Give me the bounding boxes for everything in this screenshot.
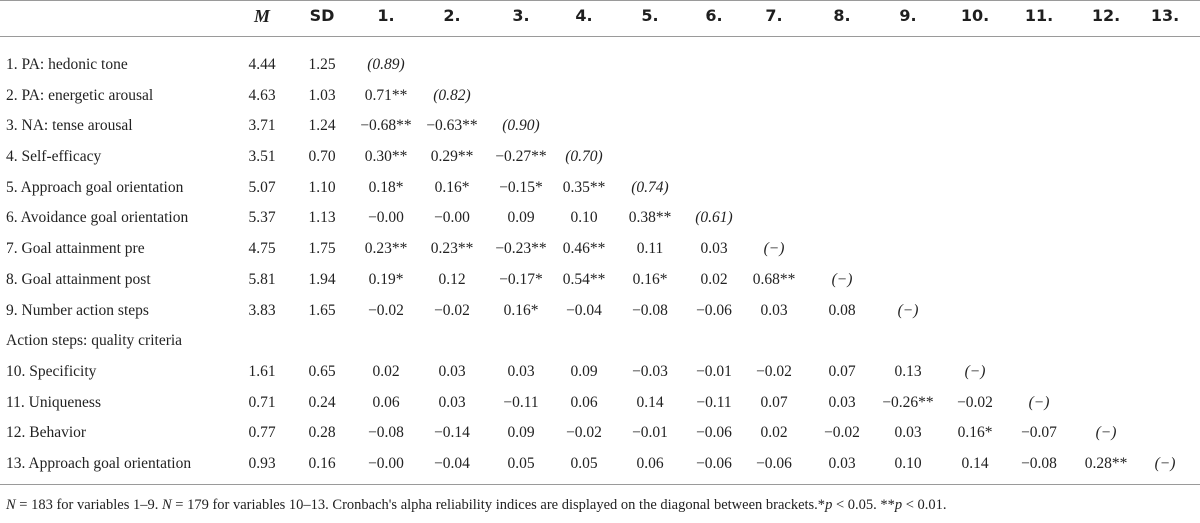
table-cell: −0.04 (434, 454, 470, 472)
table-cell: 0.16* (957, 424, 993, 442)
table-cell: 0.16* (434, 178, 470, 196)
row-label: 2. PA: energetic arousal (6, 86, 154, 104)
row-label: 5. Approach goal orientation (6, 178, 184, 196)
table-cell: 0.18* (368, 178, 404, 196)
table-cell: (−) (1095, 424, 1117, 442)
table-row (0, 326, 1200, 357)
table-cell: (−) (763, 240, 785, 258)
table-cell: −0.02 (566, 424, 602, 442)
table-cell: −0.06 (696, 301, 732, 319)
table-row (0, 81, 1200, 112)
table-cell: −0.68** (360, 117, 412, 135)
table-cell: 3.83 (248, 301, 276, 319)
table-cell: 3.71 (248, 117, 276, 135)
table-cell: 0.06 (636, 454, 664, 472)
column-header: 10. (960, 6, 990, 25)
table-cell: 0.28** (1084, 454, 1128, 472)
table-cell: (0.70) (565, 148, 603, 166)
table-cell: −0.04 (566, 301, 602, 319)
table-cell: (0.82) (433, 86, 471, 104)
table-cell: −0.08 (368, 424, 404, 442)
bottom-rule (0, 484, 1200, 485)
table-cell: 0.12 (438, 270, 466, 288)
table-row (0, 418, 1200, 449)
table-row (0, 203, 1200, 234)
note-n2: N (161, 497, 172, 513)
table-cell: 0.93 (248, 454, 276, 472)
column-header: 9. (899, 6, 917, 25)
table-cell: 0.29** (430, 148, 474, 166)
table-cell: 0.09 (570, 362, 598, 380)
table-cell: −0.08 (632, 301, 668, 319)
table-cell: −0.11 (503, 393, 539, 411)
table-cell: −0.14 (434, 424, 470, 442)
row-label: 13. Approach goal orientation (6, 454, 192, 472)
column-header: 7. (765, 6, 783, 25)
table-cell: 4.44 (248, 56, 276, 73)
column-header: 11. (1024, 6, 1054, 25)
table-cell: 4.75 (248, 240, 276, 258)
row-label: 11. Uniqueness (6, 393, 101, 411)
table-cell: 0.54** (562, 270, 606, 288)
table-cell: 0.06 (570, 393, 598, 411)
table-cell: 0.07 (760, 393, 788, 411)
table-cell: 1.94 (308, 270, 336, 288)
table-cell: 0.03 (507, 362, 535, 380)
table-cell: −0.15* (499, 178, 543, 196)
table-row (0, 173, 1200, 204)
table-cell: 0.03 (438, 362, 466, 380)
table-cell: 0.68** (752, 270, 796, 288)
table-cell: 0.13 (894, 362, 922, 380)
column-header: 13. (1150, 6, 1180, 25)
table-cell: 0.70 (308, 148, 336, 166)
table-body (0, 50, 1200, 480)
table-cell: −0.00 (434, 209, 470, 227)
table-cell: 0.16 (308, 454, 336, 472)
table-cell: 5.37 (248, 209, 276, 227)
table-cell: −0.00 (368, 454, 404, 472)
note-text-2: = 179 for variables 10–13. Cronbach's alpha reliability indices are displayed on the diagonal between brackets.* (171, 497, 826, 513)
table-cell: 0.10 (570, 209, 598, 227)
table-cell: (−) (964, 362, 986, 380)
table-cell: −0.01 (696, 362, 732, 380)
table-cell: 0.02 (372, 362, 400, 380)
column-header: 3. (512, 6, 530, 25)
row-label: 8. Goal attainment post (6, 270, 151, 288)
note-text-1: = 183 for variables 1–9. (15, 497, 162, 513)
table-cell: 0.71 (248, 393, 276, 411)
table-cell: −0.17* (499, 270, 543, 288)
table-cell: 0.03 (438, 393, 466, 411)
table-cell: −0.08 (1021, 454, 1057, 472)
table-cell: 4.63 (248, 86, 276, 104)
table-cell: 1.13 (308, 209, 336, 227)
table-cell: 0.23** (430, 240, 474, 258)
table-cell: 0.09 (507, 209, 535, 227)
table-cell: 0.35** (562, 178, 606, 196)
column-header: 4. (575, 6, 593, 25)
table-cell: (0.90) (502, 117, 540, 135)
table-note (6, 497, 947, 514)
table-cell: 3.51 (248, 148, 276, 166)
row-label: 10. Specificity (6, 362, 97, 380)
table-cell: 0.28 (308, 424, 336, 442)
column-header: SD (309, 6, 335, 25)
note-p2: p (894, 497, 903, 513)
table-cell: 5.07 (248, 178, 276, 196)
table-row (0, 265, 1200, 296)
row-label: 6. Avoidance goal orientation (6, 209, 189, 227)
column-header: 12. (1091, 6, 1121, 25)
table-cell: (−) (831, 270, 853, 288)
table-cell: 0.71** (364, 86, 408, 104)
table-cell: −0.11 (696, 393, 732, 411)
table-row (0, 50, 1200, 81)
table-cell: (0.61) (695, 209, 733, 227)
table-cell: −0.07 (1021, 424, 1057, 442)
table-cell: 0.03 (894, 424, 922, 442)
note-n1: N (6, 497, 16, 513)
table-cell: −0.23** (495, 240, 547, 258)
table-row (0, 111, 1200, 142)
table-cell: −0.06 (756, 454, 792, 472)
table-cell: 0.08 (828, 301, 856, 319)
table-cell: 0.05 (570, 454, 598, 472)
table-cell: 1.65 (308, 301, 336, 319)
table-cell: 0.23** (364, 240, 408, 258)
row-label: Action steps: quality criteria (6, 332, 183, 350)
row-label: 9. Number action steps (6, 301, 149, 319)
table-cell: −0.02 (756, 362, 792, 380)
header-rule (0, 36, 1200, 37)
note-p1: p (825, 497, 833, 513)
table-cell: 0.30** (364, 148, 408, 166)
table-cell: 0.07 (828, 362, 856, 380)
table-cell: 0.46** (562, 240, 606, 258)
column-header: 5. (641, 6, 659, 25)
table-cell: 0.10 (894, 454, 922, 472)
table-cell: 0.03 (828, 454, 856, 472)
column-header: 1. (377, 6, 395, 25)
table-cell: −0.06 (696, 424, 732, 442)
table-cell: 0.16* (503, 301, 539, 319)
table-cell: −0.02 (957, 393, 993, 411)
table-row (0, 449, 1200, 480)
column-header: 2. (443, 6, 461, 25)
row-label: 7. Goal attainment pre (6, 240, 145, 258)
table-cell: 0.11 (636, 240, 664, 258)
table-cell: 0.14 (961, 454, 989, 472)
table-cell: 0.16* (632, 270, 668, 288)
table-header (0, 0, 1200, 36)
table-cell: 0.38** (628, 209, 672, 227)
table-cell: 5.81 (248, 270, 276, 288)
note-text-3: < 0.05. ** (832, 497, 895, 513)
table-row (0, 388, 1200, 419)
table-cell: −0.02 (368, 301, 404, 319)
table-cell: −0.27** (495, 148, 547, 166)
table-cell: 1.24 (308, 117, 336, 135)
table-cell: 1.61 (248, 362, 276, 380)
column-header: 6. (705, 6, 723, 25)
table-cell: 0.19* (368, 270, 404, 288)
table-cell: 1.75 (308, 240, 336, 258)
table-cell: −0.00 (368, 209, 404, 227)
table-cell: −0.01 (632, 424, 668, 442)
table-cell: 0.65 (308, 362, 336, 380)
table-cell: −0.06 (696, 454, 732, 472)
table-cell: 1.03 (308, 86, 336, 104)
row-label: 1. PA: hedonic tone (6, 56, 128, 73)
table-cell: 0.03 (828, 393, 856, 411)
note-text-4: < 0.01. (902, 497, 947, 513)
row-label: 12. Behavior (6, 424, 87, 442)
table-cell: −0.63** (426, 117, 478, 135)
row-label: 3. NA: tense arousal (6, 117, 133, 135)
table-row (0, 296, 1200, 327)
table-cell: (−) (1154, 454, 1176, 472)
table-cell: 0.06 (372, 393, 400, 411)
table-cell: (0.89) (367, 56, 405, 73)
table-row (0, 357, 1200, 388)
table-cell: −0.03 (632, 362, 668, 380)
table-cell: 0.05 (507, 454, 535, 472)
table-cell: −0.26** (882, 393, 934, 411)
table-cell: −0.02 (824, 424, 860, 442)
table-cell: −0.02 (434, 301, 470, 319)
table-cell: 0.02 (700, 270, 728, 288)
column-header: M (253, 6, 271, 26)
table-row (0, 142, 1200, 173)
table-cell: 1.10 (308, 178, 336, 196)
table-cell: 0.03 (700, 240, 728, 258)
table-cell: 0.77 (248, 424, 276, 442)
table-cell: 0.02 (760, 424, 788, 442)
table-cell: 0.14 (636, 393, 664, 411)
column-header: 8. (833, 6, 851, 25)
table-cell: 1.25 (308, 56, 336, 73)
table-row (0, 234, 1200, 265)
table-cell: 0.09 (507, 424, 535, 442)
row-label: 4. Self-efficacy (6, 148, 102, 166)
table-cell: (−) (1028, 393, 1050, 411)
table-cell: 0.03 (760, 301, 788, 319)
table-cell: (−) (897, 301, 919, 319)
table-cell: 0.24 (308, 393, 336, 411)
table-cell: (0.74) (631, 178, 669, 196)
